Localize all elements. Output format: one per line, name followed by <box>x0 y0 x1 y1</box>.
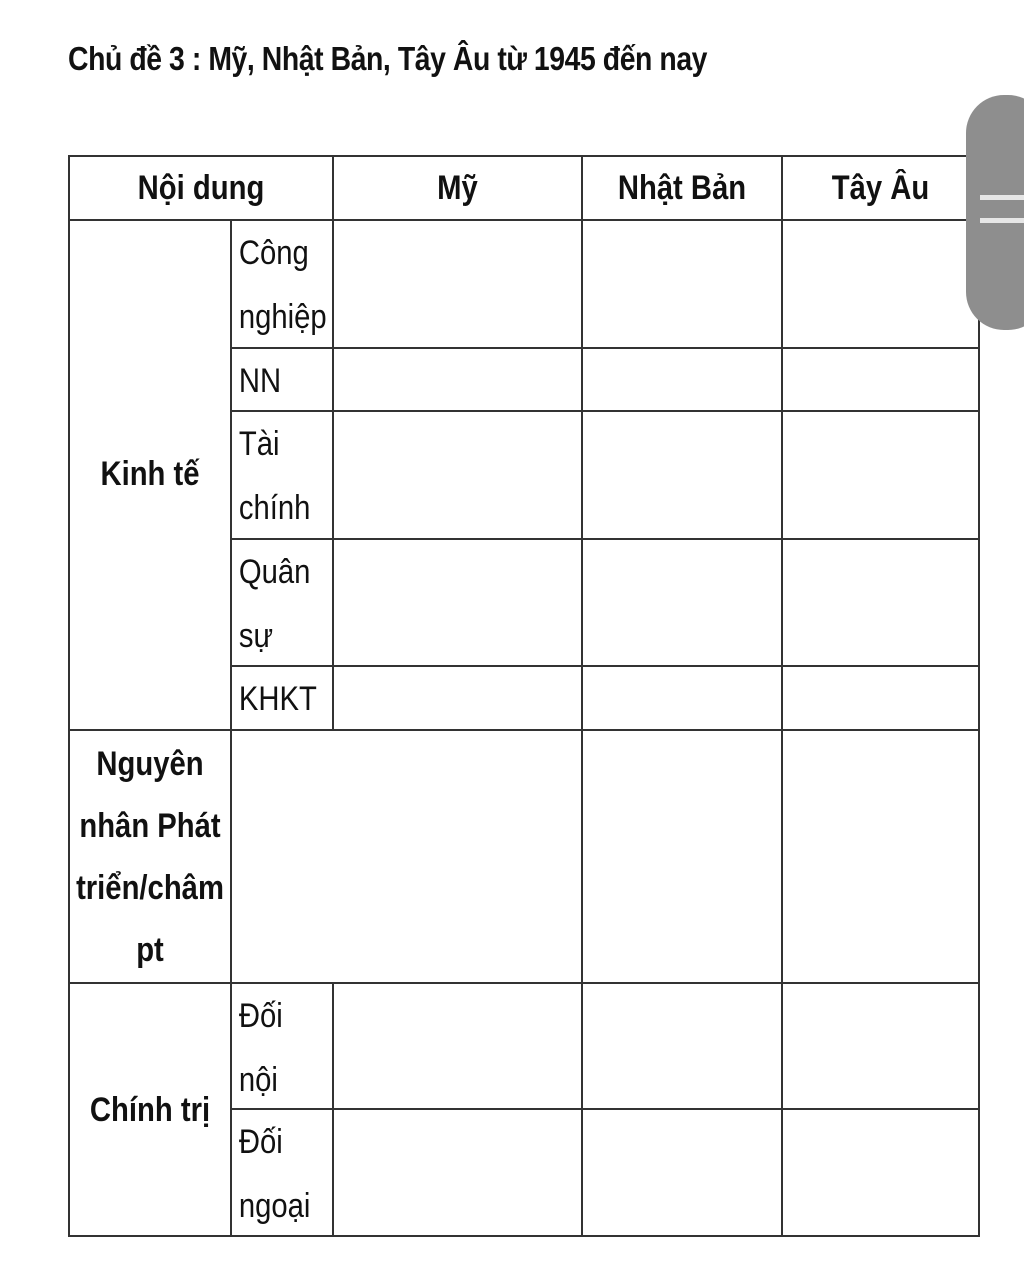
column-divider <box>581 157 583 1235</box>
header-japan: Nhật Bản <box>617 168 747 207</box>
handle-line-icon <box>980 218 1024 223</box>
row-divider <box>230 410 978 412</box>
row-finance: Tài chính <box>238 425 311 527</box>
page-title: Chủ đề 3 : Mỹ, Nhật Bản, Tây Âu từ 1945 đến nay <box>68 40 708 77</box>
row-divider <box>230 347 978 349</box>
column-divider <box>781 157 783 1235</box>
row-industry: Công nghiệp <box>238 234 327 336</box>
column-divider <box>332 982 334 1235</box>
row-military: Quân sự <box>238 553 311 655</box>
group-politics: Chính trị <box>89 1090 211 1129</box>
row-science: KHKT <box>238 680 317 718</box>
comparison-table <box>68 155 980 1237</box>
header-usa: Mỹ <box>437 168 478 207</box>
column-divider <box>332 157 334 729</box>
row-agriculture: NN <box>238 362 282 400</box>
handle-line-icon <box>980 195 1024 200</box>
row-divider <box>230 538 978 540</box>
group-economy: Kinh tế <box>100 455 200 493</box>
side-panel-handle[interactable] <box>966 95 1024 330</box>
row-foreign: Đối ngoại <box>238 1123 311 1225</box>
group-causes: Nguyên nhân Phát triển/châm pt <box>76 744 224 969</box>
row-divider <box>230 665 978 667</box>
header-western-europe: Tây Âu <box>831 168 930 207</box>
row-domestic: Đối nội <box>238 997 283 1099</box>
header-content: Nội dung <box>137 168 265 207</box>
row-divider <box>230 1108 978 1110</box>
